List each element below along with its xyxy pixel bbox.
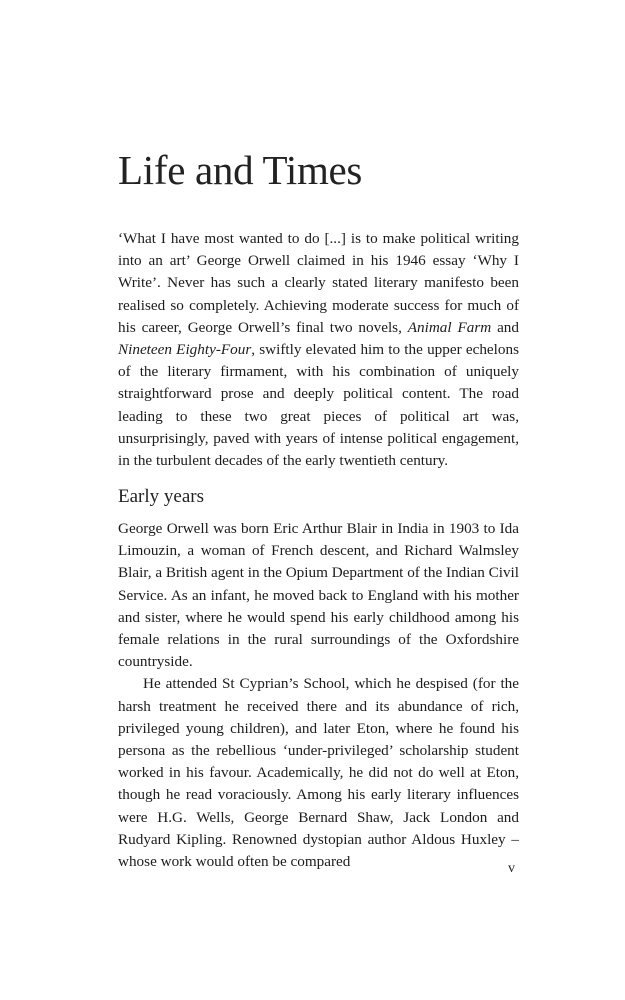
early-years-paragraph-1: George Orwell was born Eric Arthur Blair in India in 1903 to Ida Limouzin, a woman of French descent, and Richard Walmsley Blair, a British agent in the Opium Department of the Indian Civil Service. As an infant, he moved back to England with his mother and sister, where he would spend his early childhood among his female relations in the rural surroundings of the Oxfordshire countryside. [118, 520, 519, 671]
intro-text-part1: ‘What I have most wanted to do [...] is to make political writing into an art’ George Orwell claimed in his 1946 essay ‘Why I Write’. Never has such a clearly stated literary manifesto been realised so completely. Achieving moderate success for much of his career, George Orwell’s final two novels, [118, 230, 519, 336]
book-title-nineteen-eighty-four: Nineteen Eighty-Four [118, 341, 252, 359]
book-title-animal-farm: Animal Farm [407, 318, 492, 336]
intro-text-part2: and [491, 318, 519, 336]
early-years-paragraph-2: He attended St Cyprian’s School, which he despised (for the harsh treatment he received there and its abundance of rich, privileged young children), and later Eton, where he found his persona as the rebellious ‘under-privileged’ scholarship student worked in his favour. Academically, he did not do well at Eton, though he read voraciously. Among his early literary influences were H.G. Wells, George Bernard Shaw, Jack London and Rudyard Kipling. Renowned dystopian author Aldous Huxley – whose work would often be compared [118, 675, 519, 871]
intro-text-part3: , swiftly elevated him to the upper echelons of the literary firmament, with his combination of uniquely straightforward prose and deeply political content. The road leading to these two great pieces of political art was, unsurprisingly, paved with years of intense political engagement, in the turbulent decades of the early twentieth century. [118, 341, 519, 470]
intro-paragraph [118, 228, 519, 472]
chapter-title: Life and Times [118, 147, 363, 193]
early-years-section [118, 518, 519, 873]
section-heading-early-years: Early years [118, 486, 204, 507]
page-number: v [508, 861, 515, 876]
